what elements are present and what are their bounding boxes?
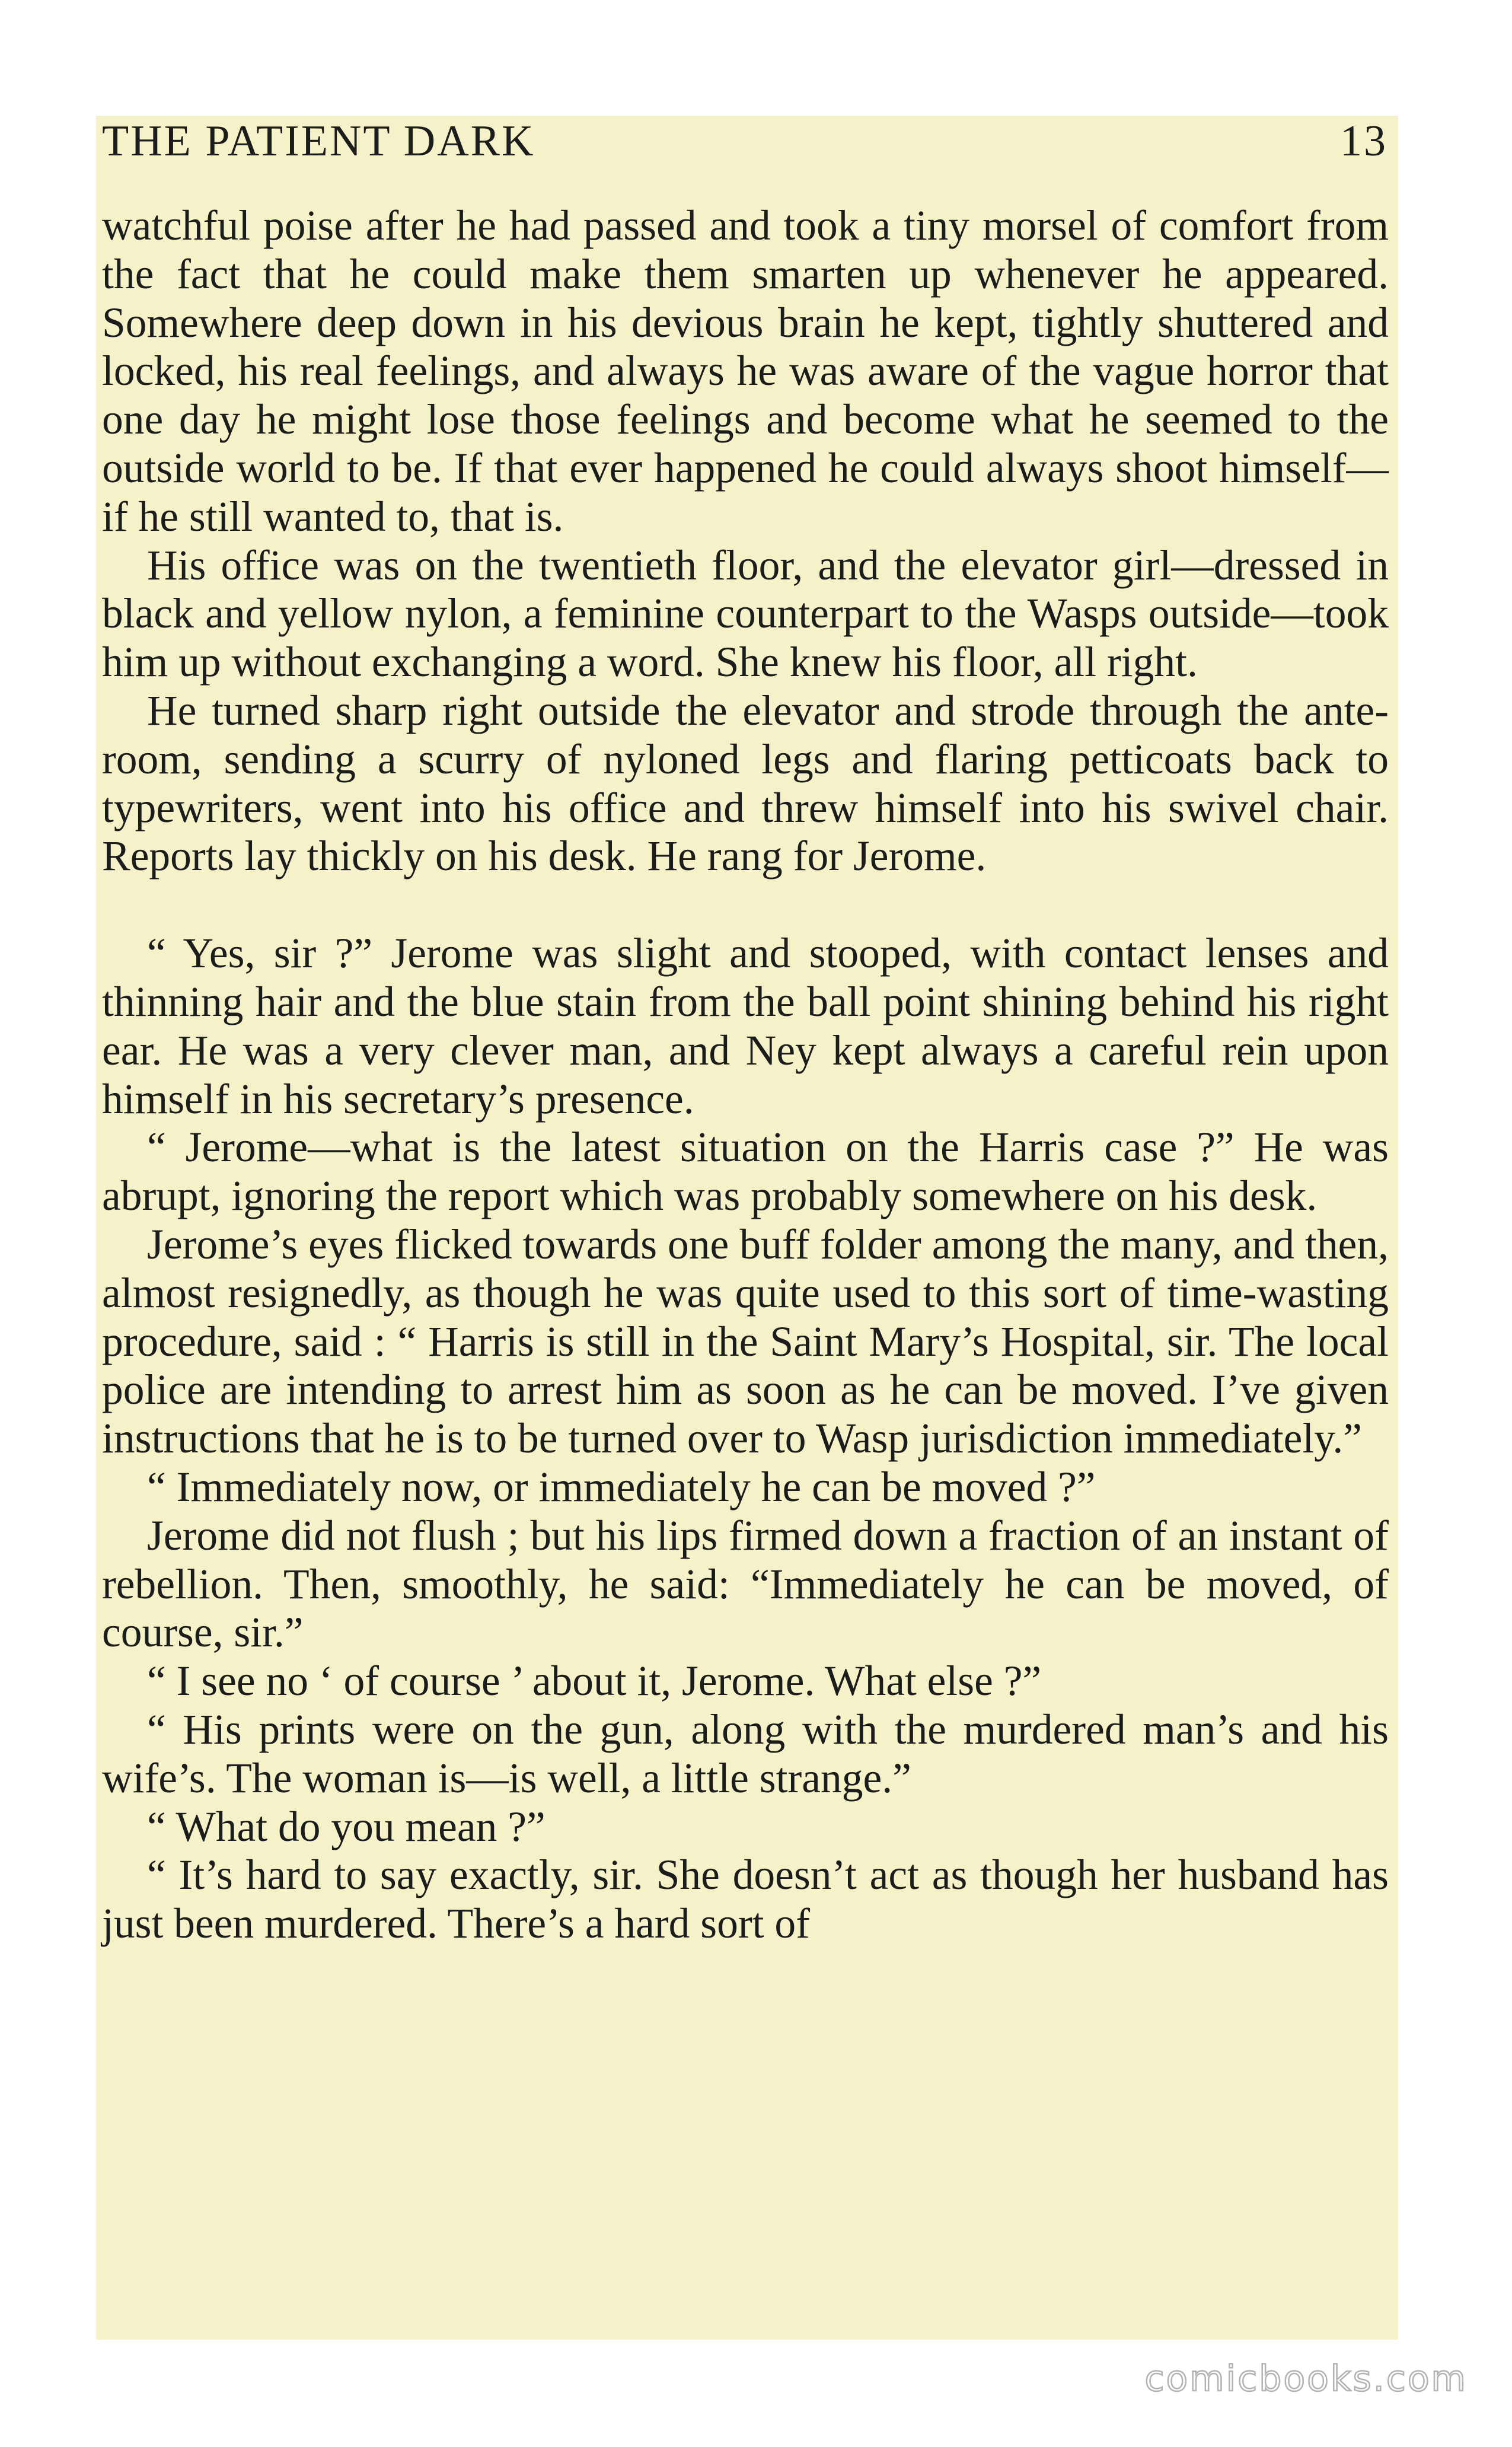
paragraph: Jerome did not flush ; but his lips firmed down a fraction of an instant of rebellion. Then, smoothly, he said: “Immediately he can be moved, of course, sir.” (102, 1512, 1389, 1656)
paragraph: “ It’s hard to say exactly, sir. She doesn’t act as though her husband has just been murdered. There’s a hard sort of (102, 1852, 1389, 1948)
running-head (102, 106, 1387, 177)
page-number: 13 (1340, 116, 1387, 165)
paragraph: watchful poise after he had passed and took a tiny morsel of comfort from the fact that he could make them smarten up whenever he appeared. Somewhere deep down in his devious brain he kept, tightly shuttered and locked, his real feelings, and always he was aware of the vague horror that one day he might lose those feelings and become what he seemed to the outside world to be. If that ever happened he could always shoot himself—if he still wanted to, that is. (102, 202, 1389, 540)
paragraph: “ His prints were on the gun, along with the murdered man’s and his wife’s. The woman is—is well, a little strange.” (102, 1706, 1389, 1802)
paragraph: Jerome’s eyes flicked towards one buff folder among the many, and then, almost resignedly, as though he was quite used to this sort of time-wasting procedure, said : “ Harris is still in the Saint Mary’s Hospital, sir. The local police are intending to arrest him as soon as he can be moved. I’ve given instructions that he is to be turned over to Wasp jurisdiction immediately.” (102, 1221, 1389, 1463)
paragraph: “ Yes, sir ?” Jerome was slight and stooped, with contact lenses and thinning hair and the blue stain from the ball point shining behind his right ear. He was a very clever man, and Ney kept always a careful rein upon himself in his secretary’s presence. (102, 930, 1389, 1123)
paragraph: “ I see no ‘ of course ’ about it, Jerome. What else ?” (147, 1658, 1042, 1705)
paragraph: “ Immediately now, or immediately he can be moved ?” (147, 1463, 1096, 1511)
paragraph: He turned sharp right outside the elevator and strode through the ante-room, sending a scurry of nyloned legs and flaring petticoats back to typewriters, went into his office and threw himself into his swivel chair. Reports lay thickly on his desk. He rang for Jerome. (102, 687, 1389, 880)
paragraph: “ Jerome—what is the latest situation on the Harris case ?” He was abrupt, ignoring the report which was probably somewhere on his desk. (102, 1124, 1389, 1220)
book-title: THE PATIENT DARK (102, 116, 535, 165)
body-text (102, 202, 1389, 1948)
paragraph: “ What do you mean ?” (147, 1803, 546, 1850)
paragraph: His office was on the twentieth floor, and the elevator girl—dressed in black and yellow nylon, a feminine counterpart to the Wasps outside—took him up without exchanging a word. She knew his floor, all right. (102, 541, 1389, 686)
watermark: comicbooks.com (1144, 2358, 1468, 2400)
